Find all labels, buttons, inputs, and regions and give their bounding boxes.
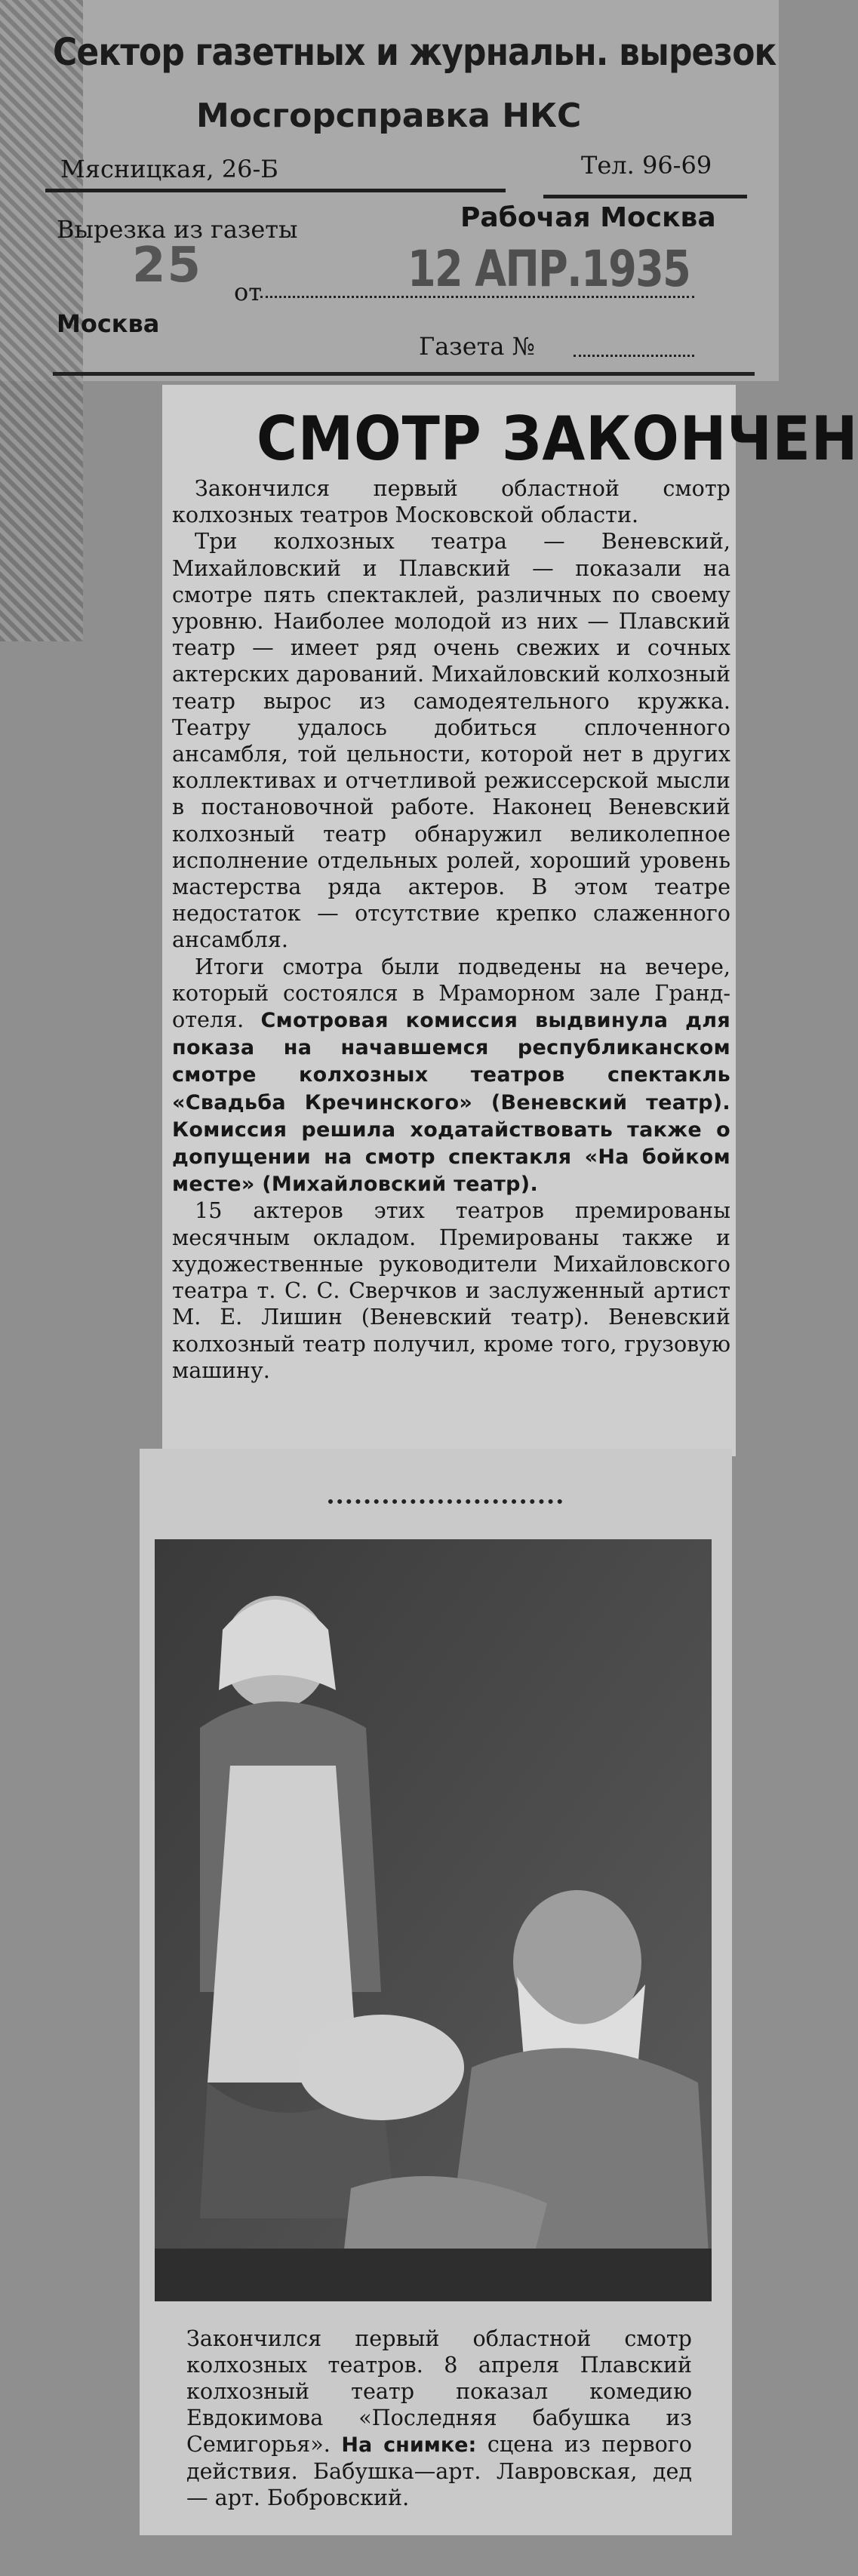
slip-date-stamp: 12 АПР.1935 [407,240,690,298]
caption-on-photo-label: На снимке: [341,2433,477,2457]
slip-day-number: 25 [132,238,203,294]
article-summary [172,954,730,1198]
article-paragraph: Закончился первый областной смотр колхозных театров Московской области. [172,475,730,528]
slip-gazeta-number-label: Газета № [419,332,535,361]
summary-bold-text: Смотровая комиссия выдвинула для показа на начавшемся республиканском смотре колхозных театров спектакль «Свадьба Кречинского» (Веневский театр). Комиссия решила ходатайствовать также о допущении на смотр спектакля «На бойком месте» (Михайловский театр). [172,1009,730,1197]
caption-text: Закончился первый областной смотр колхозных театров. 8 апреля Плавский колхозный театр показал комедию Евдокимова «Последняя бабушка из Семигорья». [186,2325,692,2457]
slip-rule-top [45,189,506,192]
slip-city: Москва [57,309,160,338]
slip-from-label: от [234,278,262,306]
slip-gazeta-line [574,355,694,357]
article-paragraph: Три колхозных театра — Веневский, Михайловский и Плавский — показали на смотре пять спектаклей, различных по своему уровню. Наиболее молодой из них — Плавский театр — имеет ряд очень свежих и сочных актерских дарований. Михайловский колхозный театр вырос из самодеятельного кружка. Театру удалось добиться сплоченного ансамбля, той цельности, которой нет в других коллективах и отчетливой режиссерской мысли в постановочной работе. Наконец Веневский колхозный театр обнаружил великолепное исполнение отдельных ролей, хороший уровень мастерства ряда актеров. В этом театре недостаток — отсутствие крепко слаженного ансамбля. [172,528,730,953]
photo-caption [186,2325,692,2511]
slip-clip-label: Вырезка из газеты [57,215,298,244]
photo-scene-illustration [155,1539,712,2301]
slip-address: Мясницкая, 26-Б [60,155,278,183]
slip-organization: Мосгорсправка НКС [196,97,582,135]
slip-phone: Тел. 96-69 [581,151,712,180]
article-photo [155,1539,712,2301]
slip-newspaper-name: Рабочая Москва [460,202,716,233]
article-headline: СМОТР ЗАКОНЧЕН [257,404,858,474]
summary-plain-text: Итоги смотра были подведены на вечере, который состоялся в Мраморном зале Гранд-отеля. [172,953,730,1033]
article-awards: 15 актеров этих театров премированы месячным окладом. Премированы также и художественные руководители Михайловского театра т. С. С. Сверчков и заслуженный артист М. Е. Лишин (Веневский театр). Веневский колхозный театр получил, кроме того, грузовую машину. [172,1197,730,1383]
slip-rule-bottom [53,372,755,376]
slip-rule-top-right [543,195,747,198]
slip-title: Сектор газетных и журнальн. вырезок [53,30,777,74]
caption-description: сцена из первого действия. Бабушка—арт. Лавровская, дед — арт. Бобровский. [186,2431,692,2510]
dotted-divider [328,1499,562,1504]
article-body [172,475,730,1384]
